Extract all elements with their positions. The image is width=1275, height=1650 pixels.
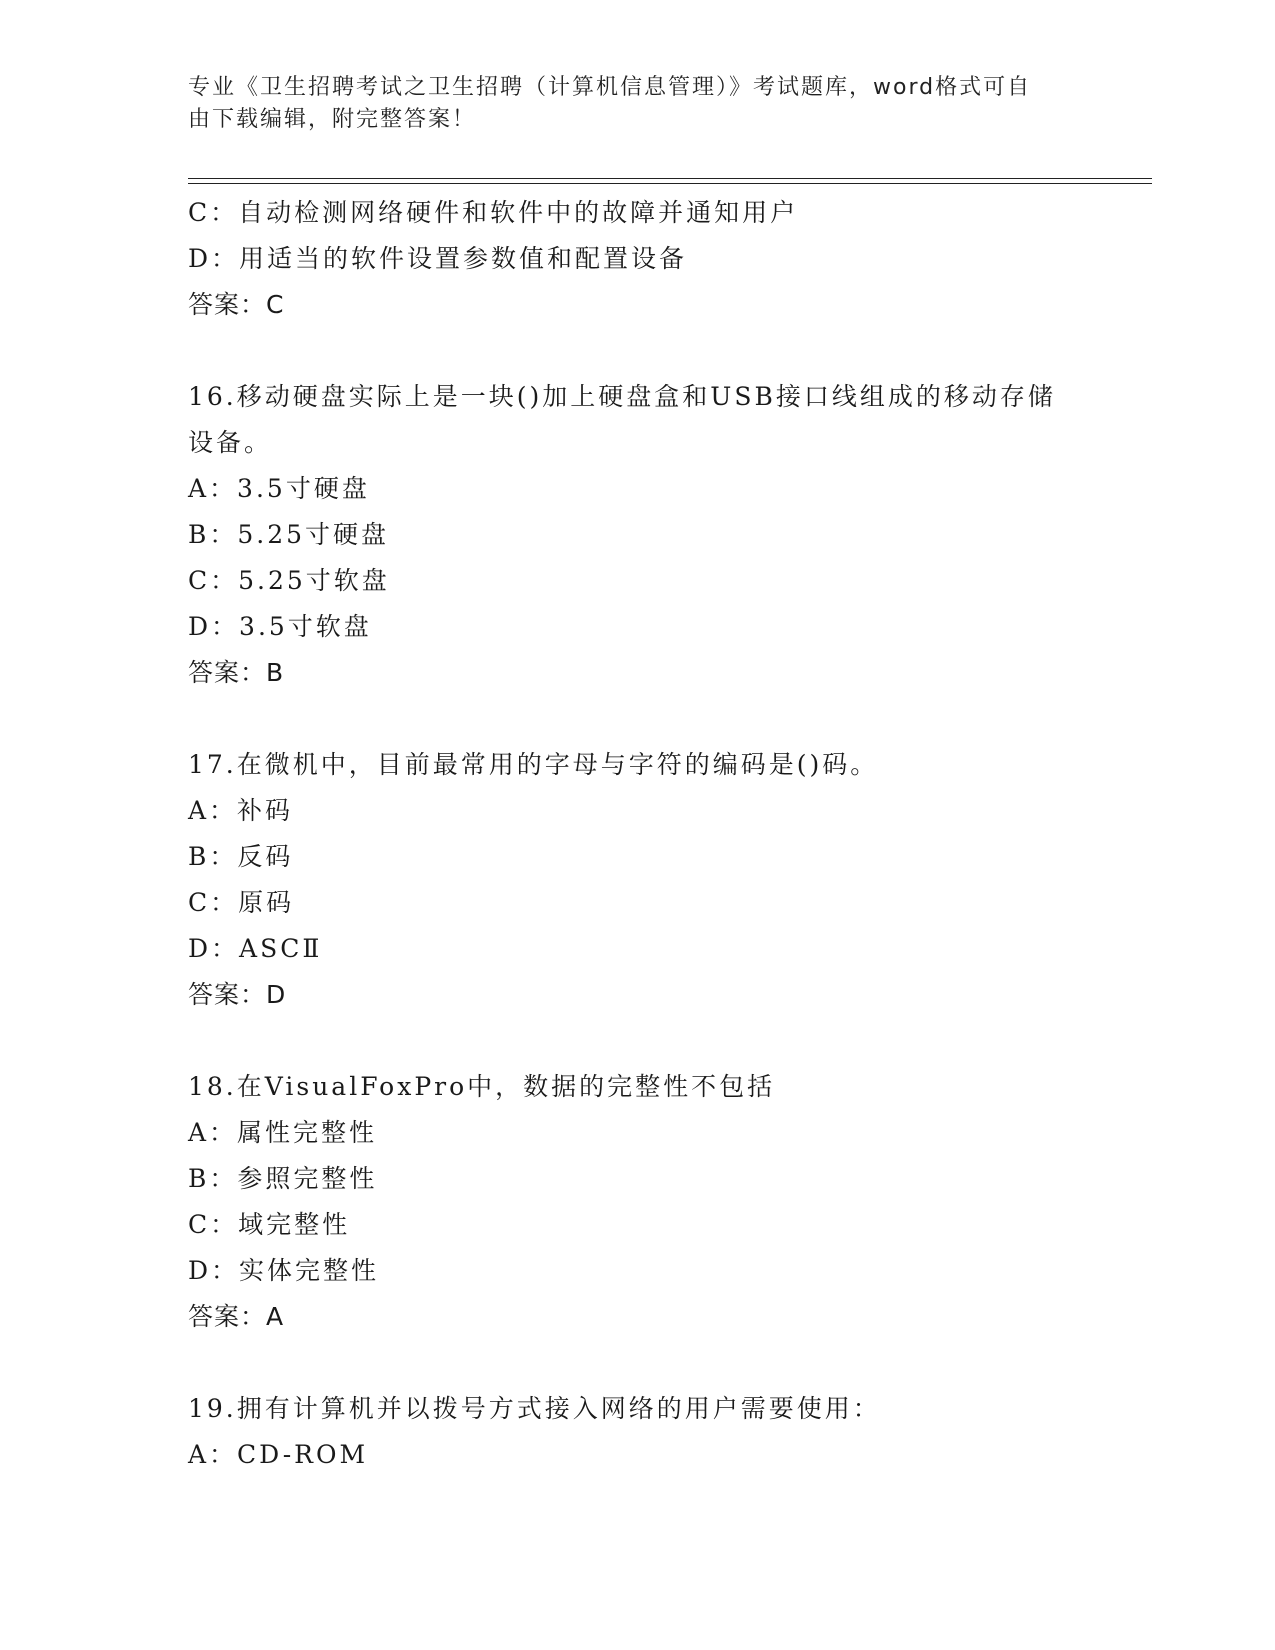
header-rule-bottom (188, 183, 1152, 184)
question-15 (188, 190, 1088, 328)
option-d: D：实体完整性 (188, 1256, 380, 1285)
option-b: B：参照完整性 (188, 1164, 378, 1193)
option-a: A：补码 (188, 796, 294, 825)
spacer (188, 1018, 1088, 1064)
question-text: 16.移动硬盘实际上是一块()加上硬盘盒和USB接口线组成的移动存储 (188, 382, 1056, 411)
option-a: A：3.5寸硬盘 (188, 474, 370, 503)
option-d: D：3.5寸软盘 (188, 612, 372, 641)
question-text: 17.在微机中，目前最常用的字母与字符的编码是()码。 (188, 750, 879, 779)
option-a: A：CD-ROM (188, 1440, 369, 1469)
option-c: C：原码 (188, 888, 295, 917)
question-16 (188, 374, 1088, 696)
question-18 (188, 1064, 1088, 1340)
option-a: A：属性完整性 (188, 1118, 378, 1147)
option-c: C：自动检测网络硬件和软件中的故障并通知用户 (188, 198, 799, 227)
answer: 答案：A (188, 1302, 285, 1331)
header-line-1: 专业《卫生招聘考试之卫生招聘（计算机信息管理）》考试题库，word格式可自 (188, 75, 1032, 100)
option-b: B：5.25寸硬盘 (188, 520, 390, 549)
answer: 答案：D (188, 980, 287, 1009)
option-d: D：ASCⅡ (188, 934, 323, 963)
question-text-continued: 设备。 (188, 428, 273, 457)
question-text: 19.拥有计算机并以拨号方式接入网络的用户需要使用： (188, 1394, 881, 1423)
answer: 答案：B (188, 658, 285, 687)
option-c: C：5.25寸软盘 (188, 566, 390, 595)
option-c: C：域完整性 (188, 1210, 351, 1239)
spacer (188, 328, 1088, 374)
option-d: D：用适当的软件设置参数值和配置设备 (188, 244, 688, 273)
spacer (188, 696, 1088, 742)
question-17 (188, 742, 1088, 1018)
header-line-2: 由下载编辑，附完整答案！ (188, 107, 477, 132)
answer: 答案：C (188, 290, 285, 319)
spacer (188, 1340, 1088, 1386)
document-header (188, 72, 1068, 136)
option-b: B：反码 (188, 842, 294, 871)
question-text: 18.在VisualFoxPro中，数据的完整性不包括 (188, 1072, 776, 1101)
header-rule-top (188, 178, 1152, 179)
question-list (188, 190, 1088, 1478)
question-19 (188, 1386, 1088, 1478)
